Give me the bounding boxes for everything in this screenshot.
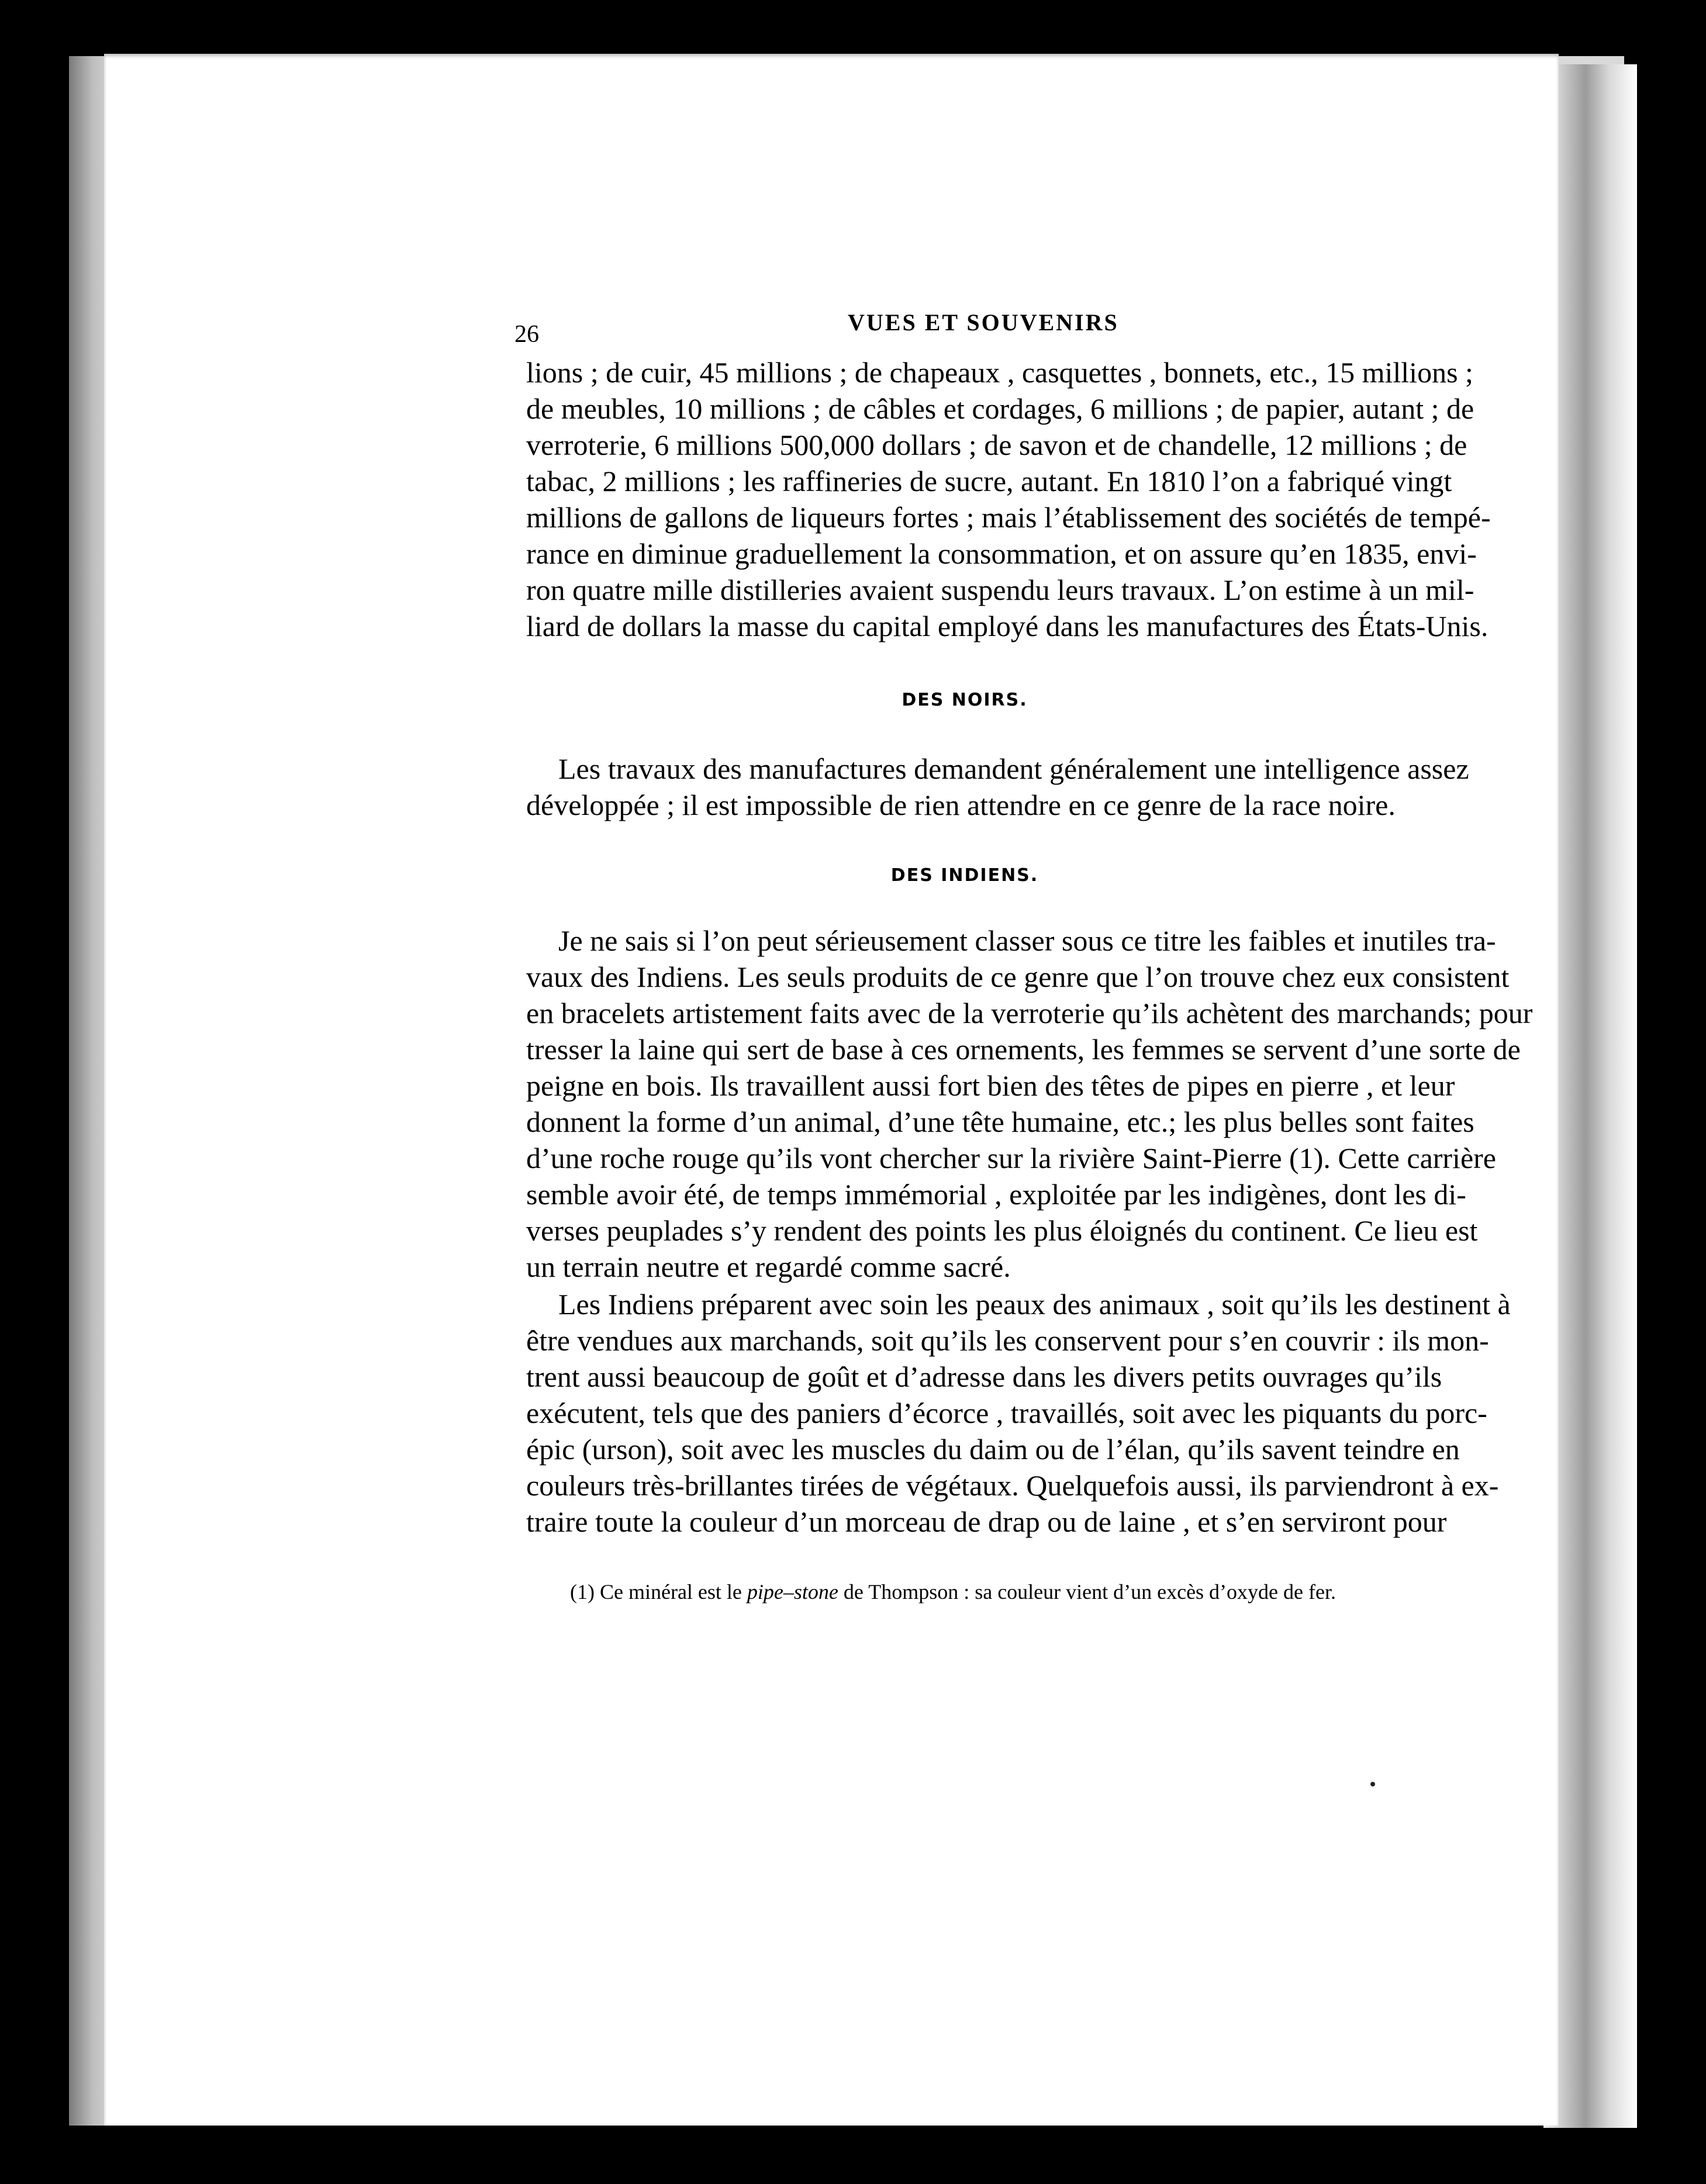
text-line: un terrain neutre et regardé comme sacré. xyxy=(526,1250,1011,1283)
section-heading-noirs: DES NOIRS. xyxy=(902,690,1028,710)
text-line: donnent la forme d’un animal, d’une tête humaine, etc.; les plus belles sont faites xyxy=(526,1105,1474,1138)
text-line: Les Indiens préparent avec soin les peaux des animaux , soit qu’ils les destinent à xyxy=(558,1288,1511,1321)
text-line: liard de dollars la masse du capital employé dans les manufactures des États-Unis. xyxy=(526,610,1489,642)
text-line: verses peuplades s’y rendent des points les plus éloignés du continent. Ce lieu est xyxy=(526,1214,1478,1247)
text-line: couleurs très-brillantes tirées de végétaux. Quelquefois aussi, ils parviendront à ex- xyxy=(526,1469,1499,1502)
footnote-text: (1) Ce minéral est le xyxy=(570,1580,747,1604)
text-line: traire toute la couleur d’un morceau de drap ou de laine , et s’en serviront pour xyxy=(526,1505,1447,1538)
text-line: Les travaux des manufactures demandent généralement une intelligence assez xyxy=(558,752,1469,785)
text-line: millions de gallons de liqueurs fortes ; mais l’établissement des sociétés de tempé- xyxy=(526,501,1491,534)
text-line: développée ; il est impossible de rien attendre en ce genre de la race noire. xyxy=(526,789,1396,821)
text-line: tresser la laine qui sert de base à ces ornements, les femmes se servent d’une sorte de xyxy=(526,1033,1521,1066)
text-line: d’une roche rouge qu’ils vont chercher sur la rivière Saint-Pierre (1). Cette carrière xyxy=(526,1142,1496,1174)
text-line: semble avoir été, de temps immémorial , exploitée par les indigènes, dont les di- xyxy=(526,1178,1466,1211)
footnote-text: de Thompson : sa couleur vient d’un excès d’oxyde de fer. xyxy=(838,1580,1336,1604)
section-heading-indiens: DES INDIENS. xyxy=(890,865,1039,886)
text-line: épic (urson), soit avec les muscles du daim ou de l’élan, qu’ils savent teindre en xyxy=(526,1433,1460,1466)
text-line: Je ne sais si l’on peut sérieusement classer sous ce titre les faibles et inutiles tra- xyxy=(558,924,1496,957)
footnote-term: pipe–stone xyxy=(747,1580,838,1604)
page-number: 26 xyxy=(514,321,539,348)
text-line: peigne en bois. Ils travaillent aussi fort bien des têtes de pipes en pierre , et leur xyxy=(526,1069,1455,1102)
text-line: être vendues aux marchands, soit qu’ils les conservent pour s’en couvrir : ils mon- xyxy=(526,1324,1489,1357)
text-line: ron quatre mille distilleries avaient suspendu leurs travaux. L’on estime à un mil- xyxy=(526,573,1474,606)
text-line: en bracelets artistement faits avec de la verroterie qu’ils achètent des marchands; pour xyxy=(526,997,1533,1029)
scan-speck xyxy=(1370,1782,1375,1786)
text-line: de meubles, 10 millions ; de câbles et cordages, 6 millions ; de papier, autant ; de xyxy=(526,392,1474,425)
running-head: VUES ET SOUVENIRS xyxy=(848,309,1119,336)
text-line: trent aussi beaucoup de goût et d’adresse dans les divers petits ouvrages qu’ils xyxy=(526,1360,1442,1393)
text-line: verroterie, 6 millions 500,000 dollars ; de savon et de chandelle, 12 millions ; de xyxy=(526,428,1467,461)
text-line: rance en diminue graduellement la consommation, et on assure qu’en 1835, envi- xyxy=(526,537,1477,570)
footnote xyxy=(570,1580,1336,1604)
text-line: exécutent, tels que des paniers d’écorce , travaillés, soit avec les piquants du porc- xyxy=(526,1397,1487,1429)
text-line: lions ; de cuir, 45 millions ; de chapeaux , casquettes , bonnets, etc., 15 millions ; xyxy=(526,356,1473,389)
text-line: tabac, 2 millions ; les raffineries de sucre, autant. En 1810 l’on a fabriqué vingt xyxy=(526,465,1452,497)
text-line: vaux des Indiens. Les seuls produits de ce genre que l’on trouve chez eux consistent xyxy=(526,960,1510,993)
